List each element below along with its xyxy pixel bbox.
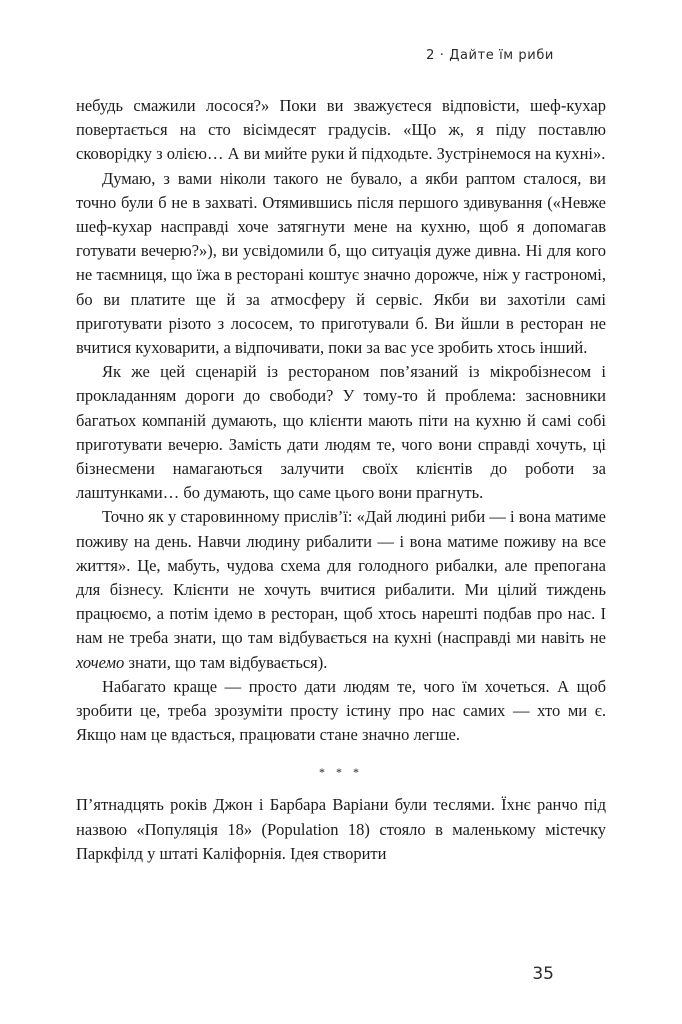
- paragraph-6: П’ятнадцять років Джон і Барбара Варіани були теслями. Їхнє ранчо під назвою «Популяція 18» (Population 18) стояло в маленькому містечку Паркфілд у штаті Каліфорнія. Ідея створити: [76, 795, 606, 863]
- paragraph-4-text-a: Точно як у старовинному прислів’ї: «Дай людині риби — і вона матиме поживу на день. Навчи людину рибалити — і вона матиме поживу на все життя». Це, мабуть, чудова схема для голодного рибалки, але препогана для бізнесу. Клієнти не хочуть вчитися рибалити. Ми цілий тиждень працюємо, а потім ідемо в ресторан, щоб хтось нарешті подбав про нас. І нам не треба знати, що там відбувається на кухні (насправді ми навіть не: [76, 507, 606, 648]
- section-separator: * * *: [319, 765, 363, 780]
- paragraph-5: Набагато краще — просто дати людям те, чого їм хочеться. А щоб зробити це, треба зрозуміти просту істину про нас самих — хто ми є. Якщо нам це вдасться, працювати стане значно легше.: [76, 676, 606, 745]
- page-number: 35: [532, 964, 554, 984]
- paragraph-2: Думаю, з вами ніколи такого не бувало, а якби раптом сталося, ви точно були б не в захваті. Отямившись після першого здивування («Невже шеф-кухар насправді хоче затягнути мене на кухню, щоб я допомагав готувати вечерю?»), ви усвідомили б, що ситуація дуже дивна. Ні для кого не таємниця, що їжа в ресторані коштує значно дорожче, ніж у гастрономі, бо ви платите ще й за атмосферу й сервіс. Якби ви захотіли самі приготувати різото з лососем, то приготували б. Ви йшли в ресторан не вчитися куховарити, а відпочивати, поки за вас усе зробить хтось інший.: [76, 168, 606, 358]
- running-head: 2 · Дайте їм риби: [426, 48, 554, 63]
- paragraph-4: [76, 505, 606, 674]
- paragraph-4-italic: хочемо: [76, 652, 125, 672]
- page-text: [76, 94, 606, 866]
- paragraph-1: небудь смажили лосося?» Поки ви зважуєтеся відповісти, шеф-кухар повертається на сто вісімдесят градусів. «Що ж, я піду поставлю сковорідку з олією… А ви мийте руки й підходьте. Зустрінемося на кухні».: [76, 96, 606, 164]
- paragraph-3: Як же цей сценарій із рестораном пов’язаний із мікробізнесом і прокладанням дороги до свободи? У тому-то й проблема: засновники багатьох компаній думають, що клієнти мають піти на кухню й самі собі приготувати вечерю. Замість дати людям те, чого вони справді хочуть, ці бізнесмени намагаються залучити своїх клієнтів до роботи за лаштунками… бо думають, що саме цього вони прагнуть.: [76, 362, 606, 503]
- paragraph-4-text-b: знати, що там відбувається).: [124, 652, 328, 672]
